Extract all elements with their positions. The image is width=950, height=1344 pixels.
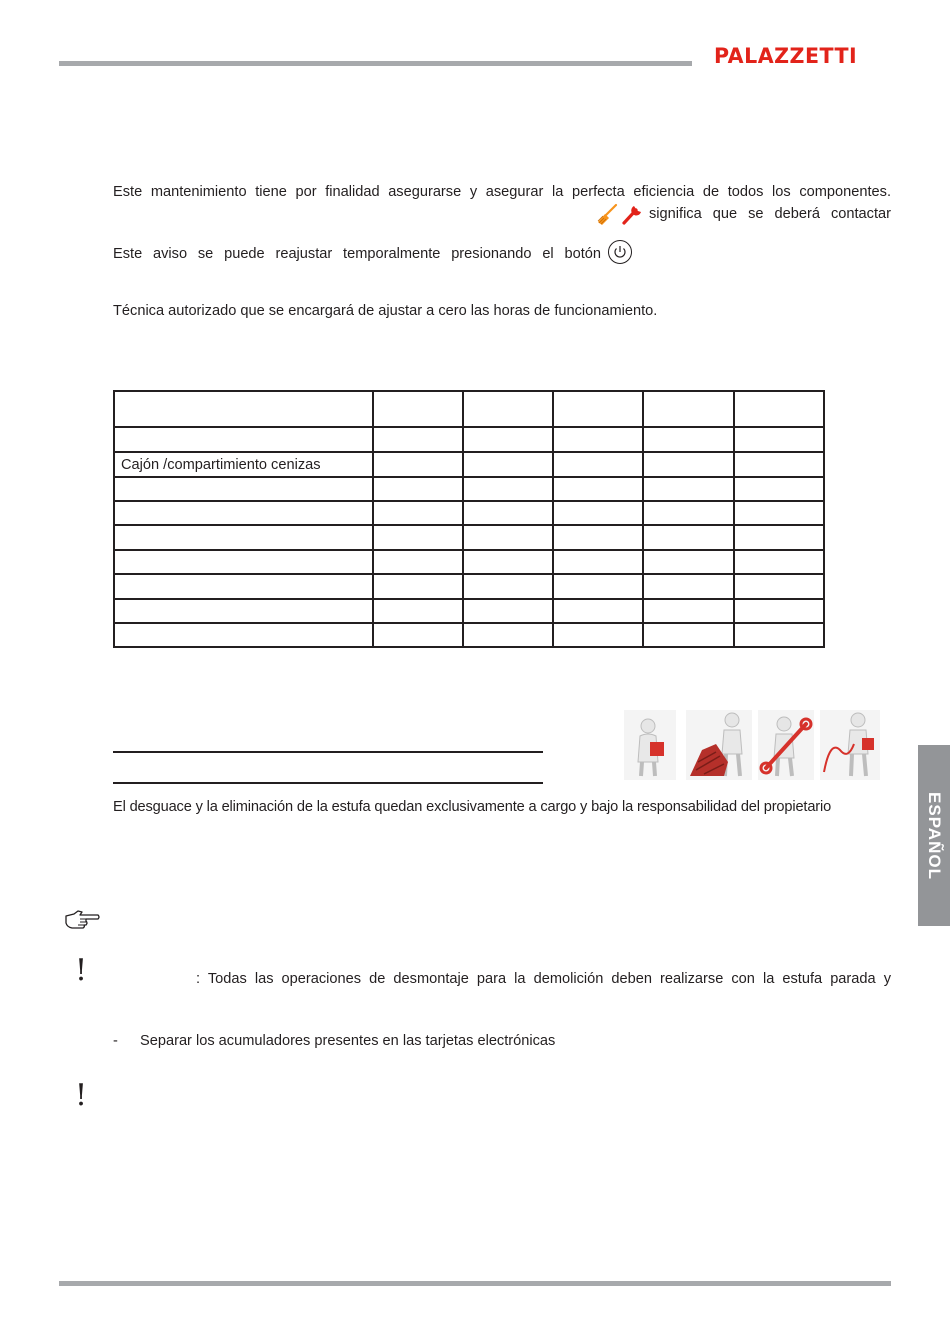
disposal-figures — [624, 710, 884, 780]
table-cell — [373, 599, 463, 623]
table-cell — [734, 391, 824, 427]
table-row — [114, 525, 824, 550]
table-cell — [373, 623, 463, 647]
table-cell — [463, 599, 553, 623]
figure-with-wrench — [758, 710, 814, 780]
table-row — [114, 452, 824, 477]
table-cell — [643, 427, 734, 452]
bullet-text: Separar los acumuladores presentes en las tarjetas electrónicas — [140, 1033, 556, 1049]
maintenance-text-line3: Este aviso se puede reajustar temporalmente presionando el botón — [113, 246, 601, 262]
table-cell — [553, 391, 643, 427]
table-row — [114, 391, 824, 427]
table-cell — [114, 623, 373, 647]
brand-logo: PALAZZETTI — [714, 44, 858, 68]
table-cell — [553, 550, 643, 574]
table-cell — [553, 525, 643, 550]
table-cell — [463, 452, 553, 477]
table-cell — [643, 525, 734, 550]
table-cell — [643, 574, 734, 599]
table-cell — [734, 599, 824, 623]
bullet-dash: - — [113, 1033, 118, 1049]
table-cell — [734, 427, 824, 452]
language-tab-label: ESPAÑOL — [925, 791, 944, 880]
table-row — [114, 477, 824, 501]
table-cell — [643, 477, 734, 501]
table-cell — [734, 477, 824, 501]
header-rule — [59, 61, 692, 66]
figure-with-parts-pile — [686, 710, 752, 780]
table-row — [114, 623, 824, 647]
table-cell — [553, 623, 643, 647]
table-cell — [114, 391, 373, 427]
table-cell — [734, 501, 824, 525]
table-cell — [373, 391, 463, 427]
table-cell — [553, 427, 643, 452]
table-cell — [463, 623, 553, 647]
table-row — [114, 574, 824, 599]
table-cell — [114, 550, 373, 574]
table-cell — [553, 599, 643, 623]
table-cell — [463, 550, 553, 574]
exclamation-icon: ! — [75, 1078, 88, 1113]
table-cell — [373, 574, 463, 599]
maintenance-text-line1: Este mantenimiento tiene por finalidad asegurarse y asegurar la perfecta eficiencia de todos los componentes. — [113, 184, 891, 200]
disposal-intro: El desguace y la eliminación de la estufa quedan exclusivamente a cargo y bajo la responsabilidad del propietario — [113, 799, 832, 815]
table-cell — [734, 574, 824, 599]
table-cell — [114, 477, 373, 501]
table-cell — [373, 427, 463, 452]
table-cell — [734, 452, 824, 477]
table-cell — [114, 574, 373, 599]
table-cell — [734, 525, 824, 550]
table-cell — [114, 427, 373, 452]
table-cell — [643, 452, 734, 477]
figure-reading-manual — [624, 710, 676, 780]
table-row — [114, 599, 824, 623]
table-cell — [373, 477, 463, 501]
table-cell — [734, 623, 824, 647]
table-cell — [373, 525, 463, 550]
table-cell: Cajón /compartimiento cenizas — [114, 452, 373, 477]
table-cell — [553, 477, 643, 501]
table-cell — [114, 501, 373, 525]
footer-rule — [59, 1281, 891, 1286]
table-cell — [553, 574, 643, 599]
table-cell — [734, 550, 824, 574]
table-cell — [463, 427, 553, 452]
table-cell — [463, 501, 553, 525]
table-row — [114, 427, 824, 452]
maintenance-text-line4: Técnica autorizado que se encargará de ajustar a cero las horas de funcionamiento. — [113, 303, 658, 319]
table-row — [114, 550, 824, 574]
table-cell — [373, 452, 463, 477]
disposal-warning: : Todas las operaciones de desmontaje para la demolición deben realizarse con la estufa parada y — [196, 971, 891, 987]
table-cell — [114, 525, 373, 550]
table-row — [114, 501, 824, 525]
pointing-hand-icon — [64, 908, 100, 930]
maintenance-table — [113, 390, 825, 648]
maintenance-text-line2: significa que se deberá contactar — [649, 206, 891, 222]
section-underline-1 — [113, 751, 543, 753]
table-cell — [463, 574, 553, 599]
figure-with-cable — [820, 710, 880, 780]
table-cell — [643, 623, 734, 647]
section-underline-2 — [113, 782, 543, 784]
table-cell — [643, 391, 734, 427]
exclamation-icon: ! — [75, 953, 88, 988]
language-tab — [918, 745, 950, 926]
table-cell — [553, 501, 643, 525]
table-cell — [643, 550, 734, 574]
table-cell — [553, 452, 643, 477]
table-cell — [463, 477, 553, 501]
table-cell — [373, 550, 463, 574]
broom-and-wrench-icon — [596, 202, 644, 226]
table-cell — [114, 599, 373, 623]
table-cell — [373, 501, 463, 525]
table-cell — [643, 501, 734, 525]
table-cell — [463, 525, 553, 550]
table-cell — [463, 391, 553, 427]
table-cell — [643, 599, 734, 623]
power-button-icon — [608, 240, 632, 264]
